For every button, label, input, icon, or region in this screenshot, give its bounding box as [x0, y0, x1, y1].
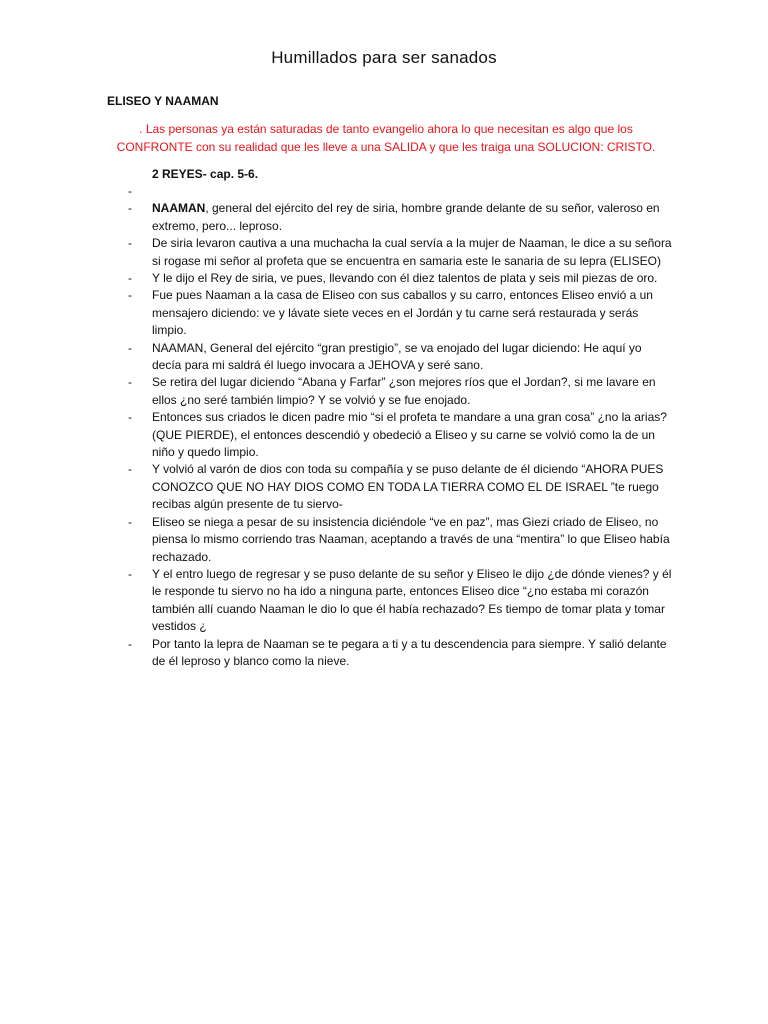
bullet-dash: -: [128, 566, 132, 581]
bullet-dash: -: [128, 288, 132, 303]
list-item: [124, 287, 674, 339]
bullet-dash: -: [128, 271, 132, 286]
list-item-text: [152, 637, 667, 668]
list-item-body: Fue pues Naaman a la casa de Eliseo con sus caballos y su carro, entonces Eliseo envió a un mensajero diciendo: ve y lávate siete veces en el Jordán y tu carne será restaurada y serás limpio.: [152, 288, 653, 338]
list-item-text: [152, 236, 672, 267]
document-title: Humillados para ser sanados: [271, 48, 497, 67]
list-item-body: Se retira del lugar diciendo “Abana y Farfar” ¿son mejores ríos que el Jordan?, si me lavare en ellos ¿no seré también limpio? Y se volvió y se fue enojado.: [152, 375, 656, 407]
list-item-lead: NAAMAN: [152, 201, 206, 216]
list-item-text: [152, 462, 663, 511]
blank-line: [152, 183, 674, 200]
list-item-body: Y volvió al varón de dios con toda su compañía y se puso delante de él diciendo “AHORA PUES CONOZCO QUE NO HAY DIOS COMO EN TODA LA TIERRA COMO EL DE ISRAEL ”te ruego recibas algún presente de tu siervo-: [152, 462, 664, 512]
bullet-dash: -: [128, 340, 132, 355]
list-item-body: Y le dijo el Rey de siria, ve pues, llevando con él diez talentos de plata y seis mil piezas de oro.: [152, 271, 658, 286]
bullet-dash: -: [128, 514, 132, 529]
list-item-text: [152, 515, 670, 564]
list-item-body: Eliseo se niega a pesar de su insistencia diciéndole “ve en paz”, mas Giezi criado de Eliseo, no piensa lo mismo corriendo tras Naaman, aceptando a través de una “mentira” lo que Eliseo había rechazado.: [152, 514, 670, 564]
bullet-dash: -: [128, 201, 132, 216]
list-item-body: NAAMAN, General del ejército “gran prestigio”, se va enojado del lugar diciendo: He aquí yo decía para mi saldrá él luego invocara a JEHOVA y seré sano.: [152, 340, 642, 373]
list-item: [124, 340, 674, 375]
list-item-text: [152, 341, 642, 372]
list-item: [124, 200, 674, 235]
list-item-text: [152, 288, 653, 337]
list-item: [124, 566, 674, 636]
list-item: [124, 183, 674, 200]
list-item-text: [152, 567, 671, 633]
list-item-text: [152, 410, 667, 459]
list-item-body: Y el entro luego de regresar y se puso delante de su señor y Eliseo le dijo ¿de dónde vienes? y él le responde tu siervo no ha ido a ninguna parte, entonces Eliseo dice “¿no estaba mi corazón también allí cuando Naaman le dio lo que él había rechazado? Es tiempo de tomar plata y tomar vestidos ¿: [152, 566, 672, 634]
list-item-text: [152, 201, 660, 232]
list-item-body: De siria levaron cautiva a una muchacha la cual servía a la mujer de Naaman, le dice a su señora si rogase mi señor al profeta que se encuentra en samaria este le sanaria de su lepra (ELISEO): [152, 236, 672, 268]
list-item-text: [152, 375, 656, 406]
bullet-dash: -: [128, 236, 132, 251]
bullet-dash: -: [128, 462, 132, 477]
list-item: [124, 374, 674, 409]
list-item: [124, 270, 674, 287]
list-item: [124, 461, 674, 513]
list-item: [124, 636, 674, 671]
list-item: [124, 409, 674, 461]
bullet-list: [124, 183, 674, 670]
intro-paragraph: . Las personas ya están saturadas de tanto evangelio ahora lo que necesitan es algo que los CONFRONTE con su realidad que les lleve a una SALIDA y que les traiga una SOLUCION: CRISTO.: [116, 122, 656, 154]
scripture-reference: 2 REYES- cap. 5-6.: [152, 167, 259, 181]
list-item-body: , general del ejército del rey de siria, hombre grande delante de su señor, valeroso en extremo, pero... leproso.: [152, 201, 660, 233]
list-item-body: Entonces sus criados le dicen padre mio “si el profeta te mandare a una gran cosa” ¿no la arias? (QUE PIERDE), el entonces descendió y obedeció a Eliseo y su carne se volvió como la de un niño y quedo limpio.: [152, 410, 667, 460]
list-item-body: Por tanto la lepra de Naaman se te pegara a ti y a tu descendencia para siempre. Y salió delante de él leproso y blanco como la nieve.: [152, 636, 667, 668]
list-item-text: [152, 271, 657, 285]
section-heading: ELISEO Y NAAMAN: [107, 94, 219, 108]
list-item: [124, 514, 674, 566]
list-item: [124, 235, 674, 270]
bullet-dash: -: [128, 184, 132, 198]
bullet-dash: -: [128, 410, 132, 425]
bullet-dash: -: [128, 375, 132, 390]
bullet-dash: -: [128, 636, 132, 651]
